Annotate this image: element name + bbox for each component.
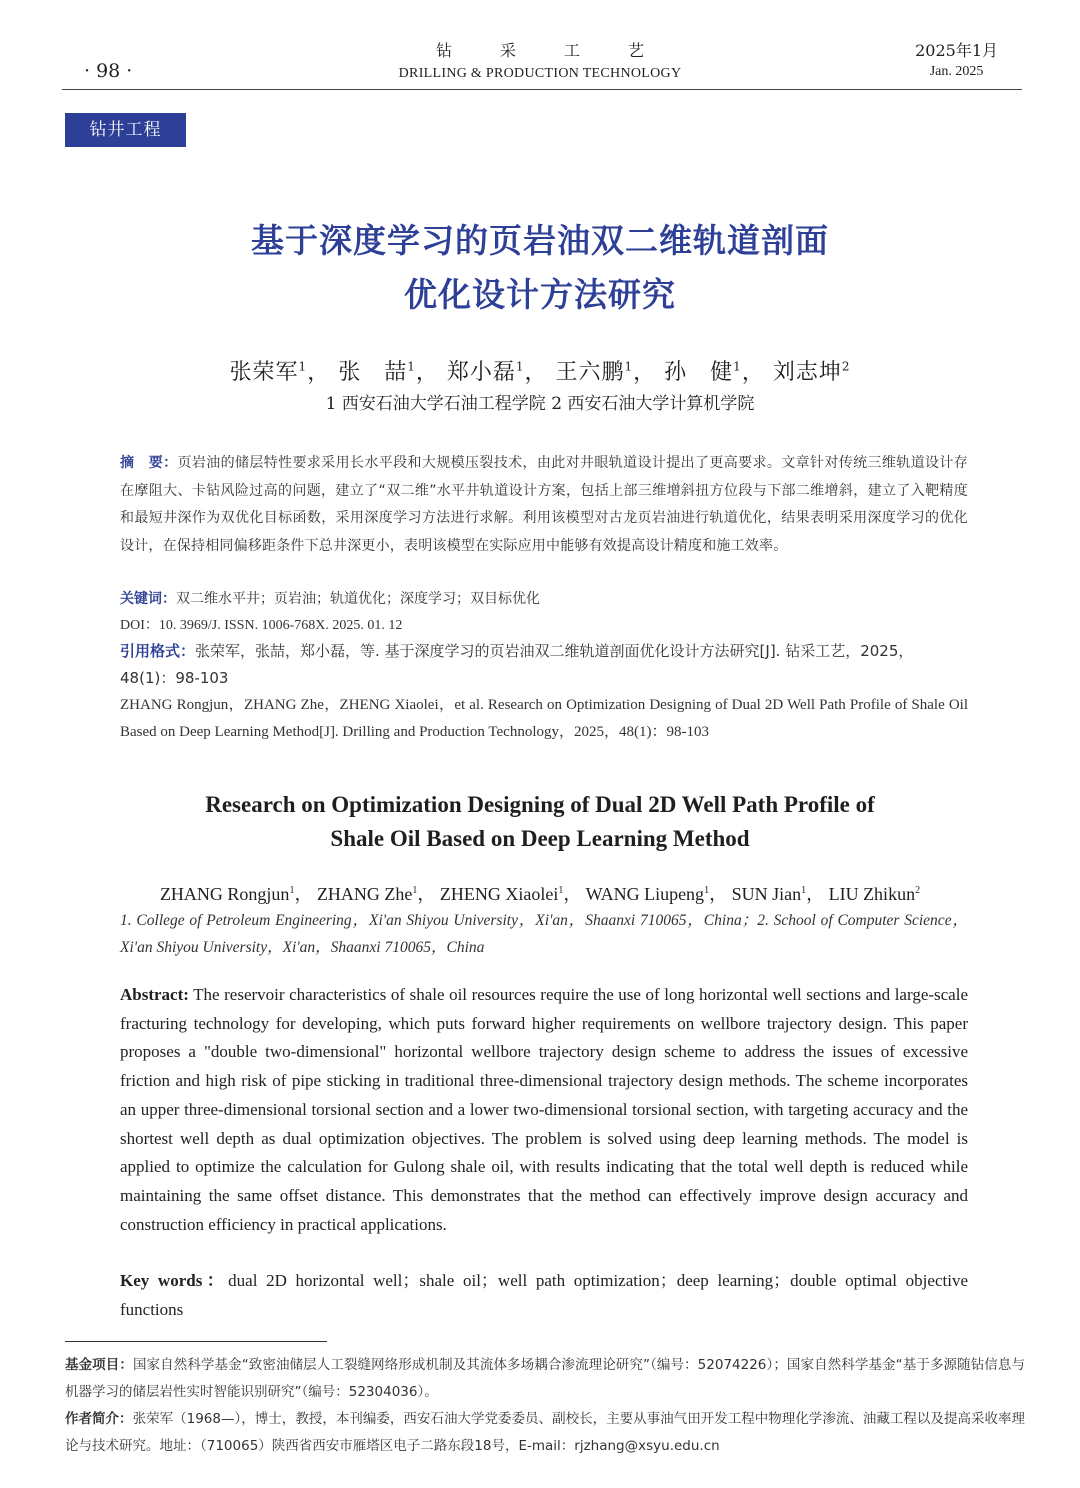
section-tag: 钻井工程 xyxy=(65,113,186,147)
journal-name-en: DRILLING & PRODUCTION TECHNOLOGY xyxy=(398,66,682,81)
doi: DOI：10. 3969/J. ISSN. 1006-768X. 2025. 01. 12 xyxy=(120,618,403,633)
author-en: SUN Jian$^1$ xyxy=(731,884,807,904)
author-en: WANG Liupeng$^1$ xyxy=(585,884,710,904)
paper-title-cn-line1: 基于深度学习的页岩油双二维轨道剖面 xyxy=(251,221,829,260)
author-cn: 张荣军$^1$ xyxy=(229,360,308,386)
issue-date-cn: 2025年1月 xyxy=(915,41,998,60)
funding-label: 基金项目： xyxy=(65,1357,133,1373)
footnote-author-bio xyxy=(65,1406,1025,1460)
author-cn: 王六鹏$^1$ xyxy=(555,360,634,386)
paper-title-cn-line2: 优化设计方法研究 xyxy=(404,275,676,314)
author-en: ZHANG Rongjun$^1$ xyxy=(159,884,295,904)
paper-title-cn xyxy=(0,214,1080,322)
issue-date-en: Jan. 2025 xyxy=(929,64,984,79)
footnote-funding xyxy=(65,1352,1025,1406)
keywords-en-text: dual 2D horizontal well；shale oil；well path optimization；deep learning；double optimal objective functions xyxy=(120,1271,968,1319)
issue-date xyxy=(915,40,998,82)
journal-header xyxy=(340,40,740,84)
author-en: ZHENG Xiaolei$^1$ xyxy=(439,884,564,904)
author-cn: 张 喆$^1$ xyxy=(338,360,416,386)
citation-label: 引用格式： xyxy=(120,642,196,660)
keywords-cn-text: 双二维水平井；页岩油；轨道优化；深度学习；双目标优化 xyxy=(176,591,540,607)
abstract-cn-text: 页岩油的储层特性要求采用长水平段和大规模压裂技术，由此对井眼轨道设计提出了更高要求。文章针对传统三维轨道设计存在摩阻大、卡钻风险过高的问题，建立了“双二维”水平井轨道设计方案，包括上部三维增斜扭方位段与下部二维增斜，建立了入靶精度和最短井深作为双优化目标函数，采用深度学习方法进行求解。利用该模型对古龙页岩油进行轨道优化，结果表明采用深度学习的优化设计，在保持相同偏移距条件下总井深更小，表明该模型在实际应用中能够有效提高设计精度和施工效率。 xyxy=(120,455,968,554)
paper-title-en-line1: Research on Optimization Designing of Dual 2D Well Path Profile of xyxy=(205,792,875,817)
keywords-en xyxy=(120,1267,968,1324)
abstract-cn-label: 摘 要： xyxy=(120,455,178,471)
paper-title-en-line2: Shale Oil Based on Deep Learning Method xyxy=(330,826,750,851)
author-list-cn: 张荣军$^1$， 张 喆$^1$， 郑小磊$^1$， 王六鹏$^1$， 孙 健$^1$， 刘志坤$^2$ xyxy=(229,360,851,386)
paper-title-en xyxy=(0,788,1080,856)
citation-cn xyxy=(120,638,968,692)
keywords-cn xyxy=(120,586,968,613)
abstract-en-label: Abstract: xyxy=(120,985,189,1004)
header-divider xyxy=(62,89,1022,90)
page-number: · 98 · xyxy=(84,60,133,82)
affiliations-en: 1. College of Petroleum Engineering，Xi'an Shiyou University，Xi'an，Shaanxi 710065，China；2. School of Computer Science，Xi'an Shiyou University，Xi'an，Shaanxi 710065，China xyxy=(120,912,968,956)
keywords-en-label: Key words： xyxy=(120,1271,229,1290)
abstract-en xyxy=(120,981,968,1239)
author-cn: 郑小磊$^1$ xyxy=(446,360,525,386)
citation-en: ZHANG Rongjun，ZHANG Zhe，ZHENG Xiaolei，et al. Research on Optimization Designing of Dual 2D Well Path Profile of Shale Oil Based on Deep Learning Method[J]. Drilling and Production Technology，2025，48(1)：98-103 xyxy=(120,697,968,740)
author-bio-label: 作者简介： xyxy=(65,1411,133,1427)
funding-text: 国家自然科学基金“致密油储层人工裂缝网络形成机制及其流体多场耦合渗流理论研究”（编号：52074226）；国家自然科学基金“基于多源随钻信息与机器学习的储层岩性实时智能识别研究”（编号：52304036）。 xyxy=(65,1357,1025,1400)
author-en: ZHANG Zhe$^1$ xyxy=(316,884,418,904)
citation-cn-text: 张荣军，张喆，郑小磊，等. 基于深度学习的页岩油双二维轨道剖面优化设计方法研究[J]. 钻采工艺，2025，48(1)：98-103 xyxy=(120,642,914,687)
author-en: LIU Zhikun$^2$ xyxy=(828,884,921,904)
journal-name-cn: 钻采工艺 xyxy=(435,41,692,60)
abstract-en-text: The reservoir characteristics of shale oil resources require the use of long horizontal well sections and large-scale fracturing technology for developing, which puts forward higher requirements on wellbore trajectory design. This paper proposes a "double two-dimensional" horizontal wellbore trajectory design scheme to address the issues of excessive friction and high risk of pipe sticking in traditional three-dimensional trajectory design methods. The scheme incorporates an upper three-dimensional torsional section and a lower two-dimensional torsional section, with targeting accuracy and the shortest well depth as dual optimization objectives. The problem is solved using deep learning methods. The model is applied to optimize the calculation for Gulong shale oil, with results indicating that the total well depth is reduced while maintaining the same offset distance. This demonstrates that the method can effectively improve design accuracy and construction efficiency in practical applications. xyxy=(120,985,968,1234)
author-cn: 孙 健$^1$ xyxy=(664,360,742,386)
abstract-cn xyxy=(120,450,968,560)
author-list-en: ZHANG Rongjun$^1$， ZHANG Zhe$^1$， ZHENG Xiaolei$^1$， WANG Liupeng$^1$， SUN Jian$^1$， LIU Zhikun$^2$ xyxy=(159,884,921,904)
footnote-divider xyxy=(65,1341,327,1342)
author-bio-text: 张荣军（1968—），博士，教授，本刊编委，西安石油大学党委委员、副校长，主要从事油气田开发工程中物理化学渗流、油藏工程以及提高采收率理论与技术研究。地址：（710065）陕西省西安市雁塔区电子二路东段18号，E-mail：rjzhang@xsyu.edu.cn xyxy=(65,1411,1026,1454)
author-cn: 刘志坤$^2$ xyxy=(772,360,851,386)
affiliations-cn: 1 西安石油大学石油工程学院 2 西安石油大学计算机学院 xyxy=(325,394,755,414)
keywords-cn-label: 关键词： xyxy=(120,591,176,607)
